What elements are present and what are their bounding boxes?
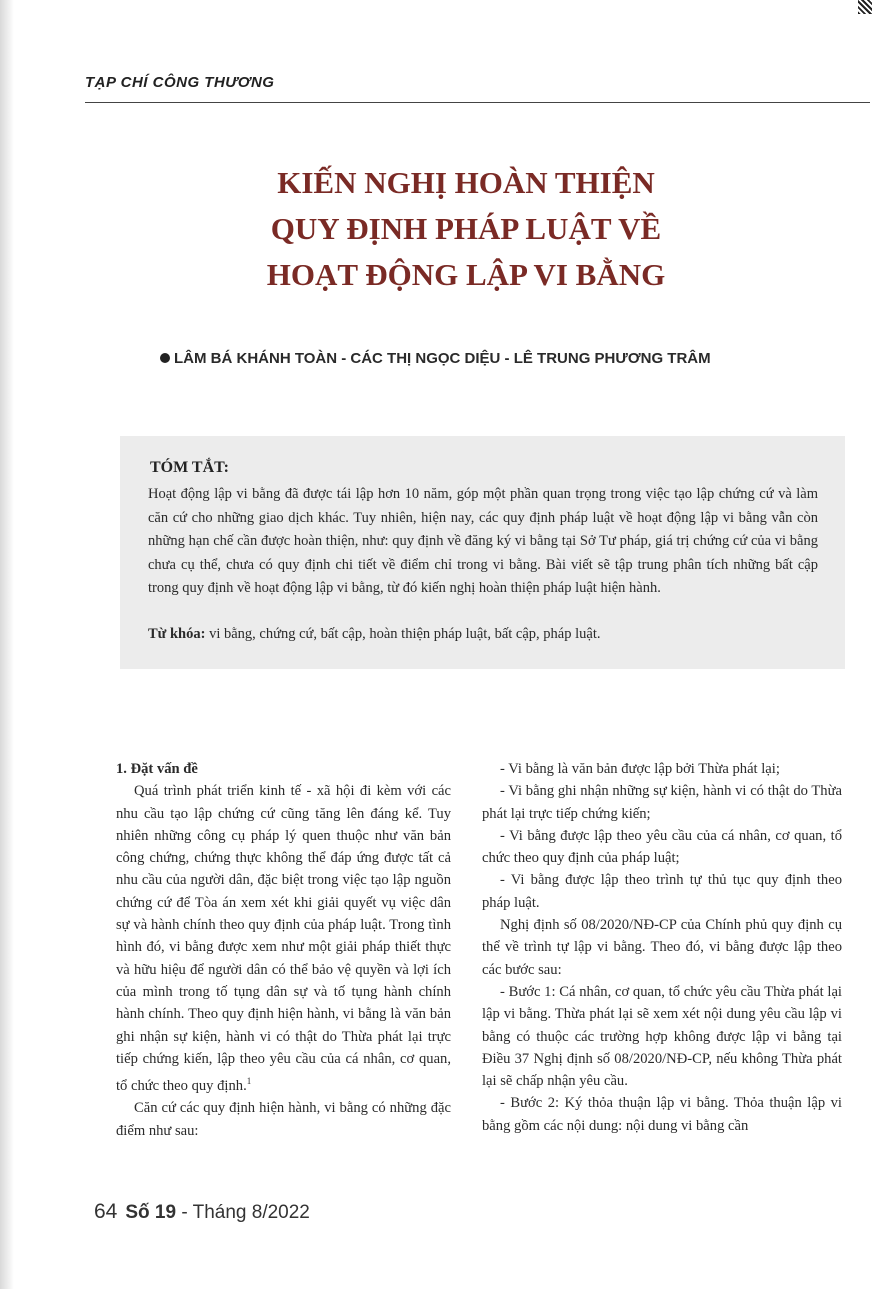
list-item: - Vi bằng được lập theo yêu cầu của cá nhân, cơ quan, tổ chức theo quy định của pháp luật; [482, 827, 842, 867]
paragraph: Nghị định số 08/2020/NĐ-CP của Chính phủ quy định cụ thể về trình tự lập vi bằng. Theo đó, vi bằng được lập theo các bước sau: [482, 917, 842, 978]
keywords-label: Từ khóa: [148, 626, 206, 642]
abstract-box [120, 436, 845, 669]
list-item: - Vi bằng được lập theo trình tự thủ tục quy định theo pháp luật. [482, 872, 842, 911]
author-line [160, 350, 800, 367]
list-item: - Bước 1: Cá nhân, cơ quan, tổ chức yêu cầu Thừa phát lại lập vi bằng. Thừa phát lại sẽ xem xét nội dung yêu cầu lập vi bằng có thuộc các trường hợp không được lập vi bằng tại Điều 37 Nghị định số 08/2020/NĐ-CP, nếu không Thừa phát lại sẽ chấp nhận yêu cầu. [482, 983, 842, 1090]
title-line-1: KIẾN NGHỊ HOÀN THIỆN [277, 165, 655, 200]
article-title [140, 160, 792, 298]
running-header [85, 72, 870, 103]
issue-date: - Tháng 8/2022 [176, 1202, 310, 1223]
keywords [148, 623, 818, 646]
abstract-text: Hoạt động lập vi bằng đã được tái lập hơn 10 năm, góp một phần quan trọng trong việc tạo lập chứng cứ và làm căn cứ cho những giao dịch khác. Tuy nhiên, hiện nay, các quy định pháp luật về hoạt động lập vi bằng vẫn còn những hạn chế cần được hoàn thiện, như: quy định về đăng ký vi bằng tại Sở Tư pháp, giá trị chứng cứ của vi bằng chưa cụ thể, chưa có quy định chi tiết về điểm chỉ trong vi bằng. Bài viết sẽ tập trung phân tích những bất cập trong quy định về hoạt động lập vi bằng, từ đó kiến nghị hoàn thiện pháp luật hiện hành. [148, 486, 818, 597]
scan-edge-shadow [0, 0, 14, 1289]
journal-name: TẠP CHÍ CÔNG THƯƠNG [85, 74, 275, 91]
body-column-left [116, 758, 451, 1142]
bullet-icon [160, 353, 170, 363]
list-item: - Vi bằng là văn bản được lập bởi Thừa phát lại; [500, 761, 780, 777]
title-line-2: QUY ĐỊNH PHÁP LUẬT VỀ [270, 211, 662, 246]
corner-scan-mark [858, 0, 872, 14]
page-number: 64 [94, 1200, 118, 1223]
section-heading: 1. Đặt vấn đề [116, 761, 198, 777]
page-footer [94, 1200, 310, 1224]
author-names: LÂM BÁ KHÁNH TOÀN - CÁC THỊ NGỌC DIỆU - LÊ TRUNG PHƯƠNG TRÂM [174, 350, 711, 367]
paragraph-text: Quá trình phát triển kinh tế - xã hội đi kèm với các nhu cầu tạo lập chứng cứ cũng tăng lên đáng kể. Tuy nhiên những công cụ pháp lý quen thuộc như văn bản công chứng, chứng thực không thể đáp ứng được tất cả nhu cầu của người dân, đặc biệt trong việc tạo lập nguồn chứng cứ để Tòa án xem xét khi giải quyết vụ việc dân sự và hành chính theo quy định của pháp luật. Trong tình hình đó, vi bằng được xem như một giải pháp thiết thực và hữu hiệu để người dân có thể bảo vệ quyền và lợi ích của mình trong tố tụng dân sự và tố tụng hành chính hành chính. Theo quy định hiện hành, vi bằng là văn bản ghi nhận sự kiện, hành vi có thật do Thừa phát lại trực tiếp chứng kiến, lập theo yêu cầu của cá nhân, cơ quan, tổ chức theo quy định. [116, 783, 451, 1095]
paragraph [116, 780, 451, 1097]
abstract-heading: TÓM TẮT: [150, 459, 229, 476]
title-line-3: HOẠT ĐỘNG LẬP VI BẰNG [266, 257, 666, 292]
list-item: - Vi bằng ghi nhận những sự kiện, hành vi có thật do Thừa phát lại trực tiếp chứng kiến; [482, 783, 842, 822]
footnote-marker: 1 [246, 1076, 252, 1087]
list-item: - Bước 2: Ký thỏa thuận lập vi bằng. Thỏa thuận lập vi bằng gồm các nội dung: nội dung vi bằng cần [482, 1095, 842, 1134]
issue-number: Số 19 [125, 1202, 177, 1223]
body-column-right [482, 758, 842, 1137]
paragraph: Căn cứ các quy định hiện hành, vi bằng có những đặc điểm như sau: [116, 1100, 451, 1139]
keywords-text: vi bằng, chứng cứ, bất cập, hoàn thiện pháp luật, bất cập, pháp luật. [209, 626, 601, 642]
